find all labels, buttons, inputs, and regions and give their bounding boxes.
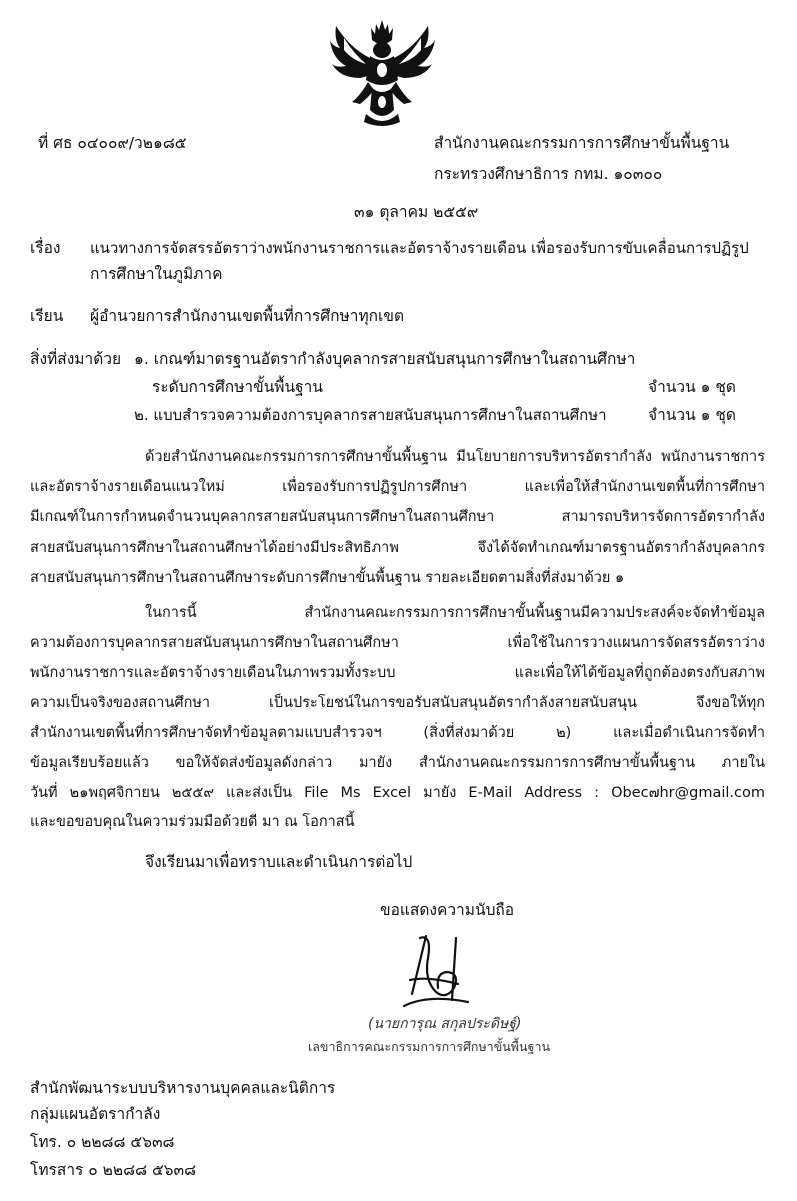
footer-fax: โทรสาร ๐ ๒๒๘๘ ๕๖๓๘	[30, 1161, 197, 1179]
enclosure-item-1-qty: จำนวน ๑ ชุด	[648, 378, 736, 396]
paragraph-line: สายสนับสนุนการศึกษาในสถานศึกษาระดับการศึกษาขั้นพื้นฐาน รายละเอียดตามสิ่งที่ส่งมาด้วย ๑	[30, 570, 625, 586]
paragraph-line: ความต้องการบุคลากรสายสนับสนุนการศึกษาในสถานศึกษา เพื่อใช้ในการวางแผนการจัดสรรอัตราว่าง	[30, 635, 765, 651]
paragraph-line: ความเป็นจริงของสถานศึกษา เป็นประโยชน์ในการขอรับสนับสนุนอัตรากำลังสายสนับสนุน จึงขอให้ทุก	[30, 695, 765, 711]
enclosure-label: สิ่งที่ส่งมาด้วย	[30, 350, 122, 368]
paragraph-line: ด้วยสำนักงานคณะกรรมการการศึกษาขั้นพื้นฐาน มีนโยบายการบริหารอัตรากำลัง พนักงานราชการ	[145, 449, 765, 465]
garuda-emblem-icon	[330, 18, 435, 128]
paragraph-line: มีเกณฑ์ในการกำหนดจำนวนบุคลากรสายสนับสนุนการศึกษาในสถานศึกษา สามารถบริหารจัดการอัตรากำลัง	[30, 509, 765, 525]
footer-group: กลุ่มแผนอัตรากำลัง	[30, 1105, 161, 1123]
signer-position: เลขาธิการคณะกรรมการการศึกษาขั้นพื้นฐาน	[308, 1039, 551, 1054]
reference-number: ที่ ศธ ๐๔๐๐๙/ว๒๑๘๕	[38, 134, 187, 152]
addressee-text: ผู้อำนวยการสำนักงานเขตพื้นที่การศึกษาทุกเขต	[90, 307, 405, 325]
subject-text-line2: การศึกษาในภูมิภาค	[90, 265, 223, 283]
subject-label: เรื่อง	[30, 239, 61, 257]
footer-unit: สำนักพัฒนาระบบบริหารงานบุคคลและนิติการ	[30, 1079, 336, 1097]
signer-name: (นายการุณ สกุลประดิษฐ์)	[368, 1016, 522, 1032]
handwritten-signature	[398, 928, 476, 1010]
paragraph-line: และอัตราจ้างรายเดือนแนวใหม่ เพื่อรองรับการปฏิรูปการศึกษา และเพื่อให้สำนักงานเขตพื้นที่การศึกษา	[30, 479, 765, 495]
paragraph-line: และขอขอบคุณในความร่วมมือด้วยดี มา ณ โอกาสนี้	[30, 814, 355, 830]
footer-phone: โทร. ๐ ๒๒๘๘ ๕๖๓๘	[30, 1133, 175, 1151]
paragraph-line: สำนักงานเขตพื้นที่การศึกษาจัดทำข้อมูลตามแบบสำรวจฯ (สิ่งที่ส่งมาด้วย ๒) และเมื่อดำเนินการจัดทำ	[30, 725, 765, 741]
subject-text-line1: แนวทางการจัดสรรอัตราว่างพนักงานราชการและอัตราจ้างรายเดือน เพื่อรองรับการขับเคลื่อนการปฏิรูป	[90, 239, 749, 257]
paragraph-line: วันที่ ๒๑พฤศจิกายน ๒๕๕๙ และส่งเป็น File Ms Excel มายัง E-Mail Address : Obec๗hr@gmail.com	[30, 785, 765, 801]
paragraph-line: ในการนี้ สำนักงานคณะกรรมการการศึกษาขั้นพื้นฐานมีความประสงค์จะจัดทำข้อมูล	[145, 605, 765, 621]
paragraph-line: พนักงานราชการและอัตราจ้างรายเดือนในภาพรวมทั้งระบบ และเพื่อให้ได้ข้อมูลที่ถูกต้องตรงกับสภาพ	[30, 665, 765, 681]
enclosure-item-2-qty: จำนวน ๑ ชุด	[648, 406, 736, 424]
enclosure-item-2: ๒. แบบสำรวจความต้องการบุคลากรสายสนับสนุนการศึกษาในสถานศึกษา	[134, 406, 607, 424]
sender-office: สำนักงานคณะกรรมการการศึกษาขั้นพื้นฐาน	[434, 134, 730, 152]
complimentary-close: ขอแสดงความนับถือ	[380, 901, 515, 919]
paragraph-line: ข้อมูลเรียบร้อยแล้ว ขอให้จัดส่งข้อมูลดังกล่าว มายัง สำนักงานคณะกรรมการการศึกษาขั้นพื้นฐาน ภายใน	[30, 755, 765, 771]
paragraph-line: สายสนับสนุนการศึกษาในสถานศึกษาได้อย่างมีประสิทธิภาพ จึงได้จัดทำเกณฑ์มาตรฐานอัตรากำลังบุคลากร	[30, 540, 765, 556]
addressee-label: เรียน	[30, 307, 64, 325]
enclosure-item-1-cont: ระดับการศึกษาขั้นพื้นฐาน	[152, 378, 323, 396]
enclosure-item-1: ๑. เกณฑ์มาตรฐานอัตรากำลังบุคลากรสายสนับสนุนการศึกษาในสถานศึกษา	[134, 350, 636, 368]
letter-date: ๓๑ ตุลาคม ๒๕๕๙	[354, 203, 479, 221]
closing-request: จึงเรียนมาเพื่อทราบและดำเนินการต่อไป	[145, 853, 413, 871]
sender-address: กระทรวงศึกษาธิการ กทม. ๑๐๓๐๐	[434, 165, 663, 183]
